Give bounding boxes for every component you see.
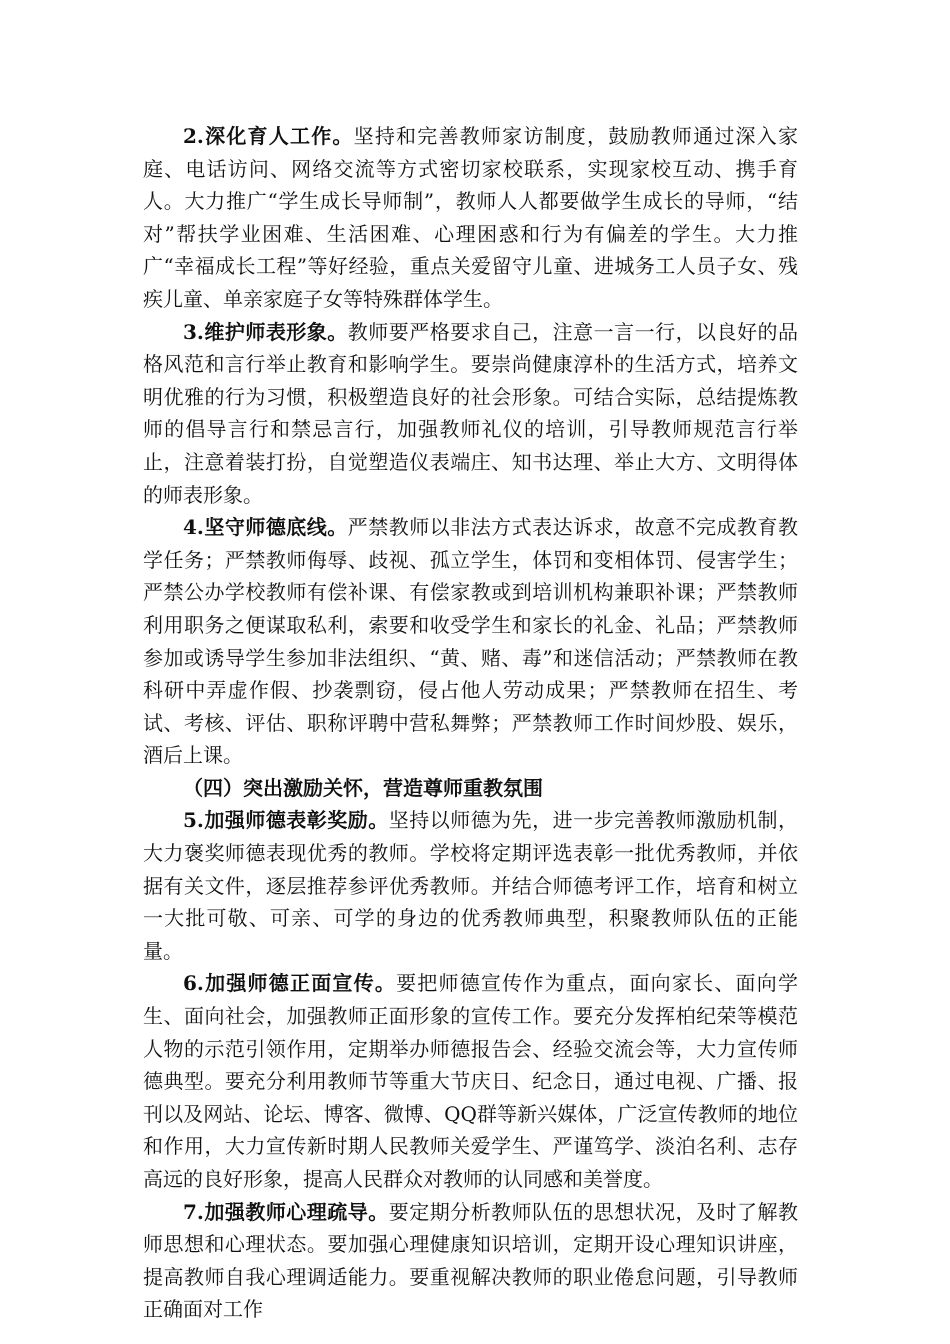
paragraph-heading: 5.加强师德表彰奖励。 — [183, 808, 389, 833]
paragraph-body: 要把师德宣传作为重点，面向家长、面向学生、面向社会，加强教师正面形象的宣传工作。要充分发挥柏纪荣等模范人物的示范引领作用，定期举办师德报告会、经验交流会等，大力宣传师德典型。要充分利用教师节等重大节庆日、纪念日，通过电视、广播、报刊以及网站、论坛、博客、微博、QQ群等新兴媒体，广泛宣传教师的地位和作用，大力宣传新时期人民教师关爱学生、严谨笃学、淡泊名利、志存高远的良好形象，提高人民群众对教师的认同感和美誉度。 — [143, 971, 798, 1191]
paragraph-heading: 2.深化育人工作。 — [183, 124, 354, 148]
paragraph-body: 教师要严格要求自己，注意一言一行，以良好的品格风范和言行举止教育和影响学生。要崇尚健康淳朴的生活方式，培养文明优雅的行为习惯，积极塑造良好的社会形象。可结合实际，总结提炼教师的倡导言行和禁忌言行，加强教师礼仪的培训，引导教师规范言行举止，注意着装打扮，自觉塑造仪表端庄、知书达理、举止大方、文明得体的师表形象。 — [143, 319, 798, 507]
paragraph-heading: 7.加强教师心理疏导。 — [183, 1199, 389, 1224]
paragraph-ethics-publicity — [143, 967, 798, 1195]
section-title: （四）突出激励关怀，营造尊师重教氛围 — [183, 775, 543, 800]
paragraph-body: 坚持以师德为先，进一步完善教师激励机制，大力褒奖师德表现优秀的教师。学校将定期评选表彰一批优秀教师，并依据有关文件，逐层推荐参评优秀教师。并结合师德考评工作，培育和树立一大批可敬、可亲、可学的身边的优秀教师典型，积聚教师队伍的正能量。 — [143, 808, 798, 963]
document-page — [143, 120, 798, 1326]
paragraph-ethics-bottom-line — [143, 511, 798, 772]
paragraph-heading: 6.加强师德正面宣传。 — [183, 971, 397, 996]
paragraph-deepen-education — [143, 120, 798, 316]
paragraph-heading: 4.坚守师德底线。 — [183, 515, 348, 540]
paragraph-body: 坚持和完善教师家访制度，鼓励教师通过深入家庭、电话访问、网络交流等方式密切家校联系，实现家校互动、携手育人。大力推广“学生成长导师制”，教师人人都要做学生成长的导师，“结对”帮扶学业困难、生活困难、心理困惑和行为有偏差的学生。大力推广“幸福成长工程”等好经验，重点关爱留守儿童、进城务工人员子女、残疾儿童、单亲家庭子女等特殊群体学生。 — [143, 124, 798, 311]
paragraph-psychological-guidance — [143, 1196, 798, 1326]
paragraph-teacher-image — [143, 316, 798, 512]
paragraph-body: 严禁教师以非法方式表达诉求，故意不完成教育教学任务；严禁教师侮辱、歧视、孤立学生，体罚和变相体罚、侵害学生；严禁公办学校教师有偿补课、有偿家教或到培训机构兼职补课；严禁教师利用职务之便谋取私利，索要和收受学生和家长的礼金、礼品；严禁教师参加或诱导学生参加非法组织、“黄、赌、毒”和迷信活动；严禁教师在教科研中弄虚作假、抄袭剽窃，侵占他人劳动成果；严禁教师在招生、考试、考核、评估、职称评聘中营私舞弊；严禁教师工作时间炒股、娱乐，酒后上课。 — [143, 515, 798, 768]
paragraph-heading: 3.维护师表形象。 — [183, 319, 348, 344]
paragraph-ethics-awards — [143, 804, 798, 967]
paragraph-body: 要定期分析教师队伍的思想状况，及时了解教师思想和心理状态。要加强心理健康知识培训，定期开设心理知识讲座，提高教师自我心理调适能力。要重视解决教师的职业倦怠问题，引导教师正确面对工作 — [143, 1199, 798, 1322]
